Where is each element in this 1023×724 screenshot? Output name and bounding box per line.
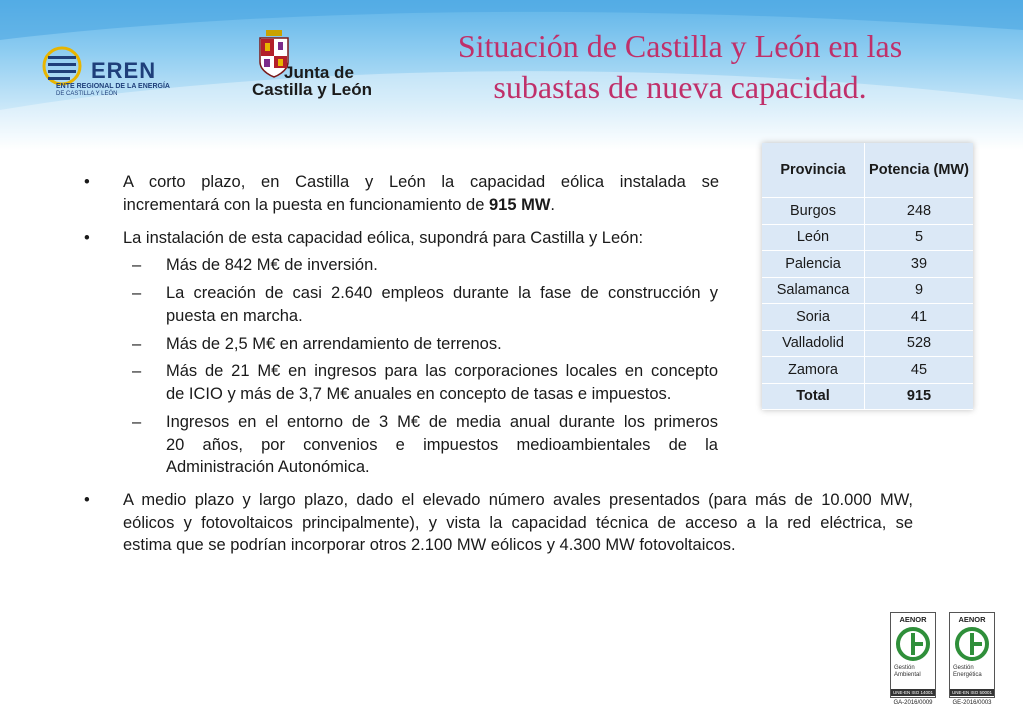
- text-line: 20 años, por convenios e impuestos medioambientales de la: [166, 435, 718, 454]
- badge-label: [953, 665, 993, 679]
- bullet-text: [123, 171, 719, 216]
- dash-mark: –: [132, 362, 142, 380]
- column-header-potencia: Potencia (MW): [865, 143, 974, 198]
- junta-logo: [248, 30, 378, 100]
- text-line: estima que se podrían incorporar otros 2.100 MW eólicos y 4.300 MW fotovoltaicos.: [123, 536, 736, 554]
- badge-code: GA-2016/0009: [893, 700, 933, 706]
- table-row: [762, 251, 973, 278]
- bullet-dot: •: [84, 491, 90, 509]
- cell-power: 248: [865, 198, 974, 225]
- eren-emblem-icon: [42, 44, 86, 88]
- dash-mark: –: [132, 256, 142, 274]
- eren-subtitle-2: DE CASTILLA Y LEÓN: [56, 91, 118, 97]
- dash-mark: –: [132, 335, 142, 353]
- table-row: [762, 304, 973, 331]
- badge-label-line: Gestión: [953, 665, 974, 671]
- text-line: Más de 21 M€ en ingresos para las corporaciones locales en concepto: [166, 362, 718, 380]
- bullet-text: La instalación de esta capacidad eólica, supondrá para Castilla y León:: [123, 229, 644, 247]
- page-title: [420, 26, 940, 108]
- sub-bullet-text: [166, 282, 718, 327]
- badge-label-line: Ambiental: [894, 672, 921, 678]
- sub-bullet-text: [166, 360, 718, 405]
- cell-province: Zamora: [762, 357, 865, 384]
- eren-subtitle: ENTE REGIONAL DE LA ENERGÍA: [56, 83, 170, 90]
- text-line: [123, 194, 719, 217]
- text-line: La creación de casi 2.640 empleos durante la fase de construcción y: [166, 284, 718, 302]
- aenor-badge-energetica: [949, 612, 995, 710]
- table-row: [762, 357, 973, 384]
- badge-label-line: Gestión: [894, 665, 915, 671]
- text-line: puesta en marcha.: [166, 306, 303, 325]
- cell-province: Palencia: [762, 251, 865, 278]
- cell-province: León: [762, 224, 865, 251]
- text-line: eólicos y fotovoltaicos principalmente), y vista la capacidad técnica de acceso a la red eléctrica, se: [123, 513, 913, 532]
- table-row: [762, 330, 973, 357]
- eren-logo: [42, 40, 202, 100]
- aenor-ge-icon: [955, 627, 989, 661]
- text-line: de ICIO y más de 3,7 M€ anuales en concepto de tasas e impuestos.: [166, 384, 672, 403]
- table-header-row: [762, 143, 973, 198]
- text-span: .: [550, 195, 556, 214]
- cell-province: Valladolid: [762, 330, 865, 357]
- cell-province: Burgos: [762, 198, 865, 225]
- dash-mark: –: [132, 284, 142, 302]
- junta-line1: Junta de: [284, 63, 354, 82]
- table-row: [762, 198, 973, 225]
- sub-bullet-text: Más de 842 M€ de inversión.: [166, 256, 378, 274]
- cell-power: 45: [865, 357, 974, 384]
- eren-wordmark: EREN: [91, 58, 157, 83]
- badge-brand: AENOR: [958, 615, 986, 624]
- text-line: Ingresos en el entorno de 3 M€ de media anual durante los primeros: [166, 413, 718, 431]
- table-row: [762, 224, 973, 251]
- badge-brand: AENOR: [899, 615, 927, 624]
- capacity-table-grid: [762, 143, 973, 410]
- cell-power: 39: [865, 251, 974, 278]
- cell-province: Salamanca: [762, 277, 865, 304]
- cell-power: 41: [865, 304, 974, 331]
- text-span: incrementará con la puesta en funcionamiento de: [123, 195, 489, 214]
- sub-bullet-text: Más de 2,5 M€ en arrendamiento de terrenos.: [166, 335, 502, 353]
- column-header-provincia: Provincia: [762, 143, 865, 198]
- cell-power: 528: [865, 330, 974, 357]
- bullet-text: [123, 489, 913, 557]
- text-line: A corto plazo, en Castilla y León la capacidad eólica instalada se: [123, 173, 719, 191]
- aenor-ga-icon: [896, 627, 930, 661]
- sub-bullet-text: [166, 411, 718, 479]
- junta-line2: Castilla y León: [252, 80, 372, 99]
- cell-province: Soria: [762, 304, 865, 331]
- cell-total-value: 915: [865, 383, 974, 410]
- badge-label-line: Energética: [953, 672, 982, 678]
- cell-total-label: Total: [762, 383, 865, 410]
- badge-code: GE-2016/0003: [952, 700, 992, 706]
- text-line: A medio plazo y largo plazo, dado el elevado número avales presentados (para más de 10.000 MW,: [123, 491, 913, 509]
- title-line-1: Situación de Castilla y León en las: [457, 28, 903, 64]
- badge-iso: UNE-EN ISO 50001: [951, 690, 993, 695]
- table-row: [762, 277, 973, 304]
- badge-iso: UNE-EN ISO 14001: [892, 690, 934, 695]
- badge-label: [894, 665, 934, 679]
- capacity-table: [762, 143, 973, 410]
- badge-frame: [949, 612, 995, 698]
- bullet-dot: •: [84, 229, 90, 247]
- table-total-row: [762, 383, 973, 410]
- cell-power: 9: [865, 277, 974, 304]
- text-line: Administración Autonómica.: [166, 458, 370, 476]
- title-line-2: subastas de nueva capacidad.: [493, 69, 867, 105]
- aenor-badge-ambiental: [890, 612, 936, 710]
- badge-frame: [890, 612, 936, 698]
- bullet-dot: •: [84, 173, 90, 191]
- highlight-value: 915 MW: [488, 195, 551, 214]
- cell-power: 5: [865, 224, 974, 251]
- dash-mark: –: [132, 413, 142, 431]
